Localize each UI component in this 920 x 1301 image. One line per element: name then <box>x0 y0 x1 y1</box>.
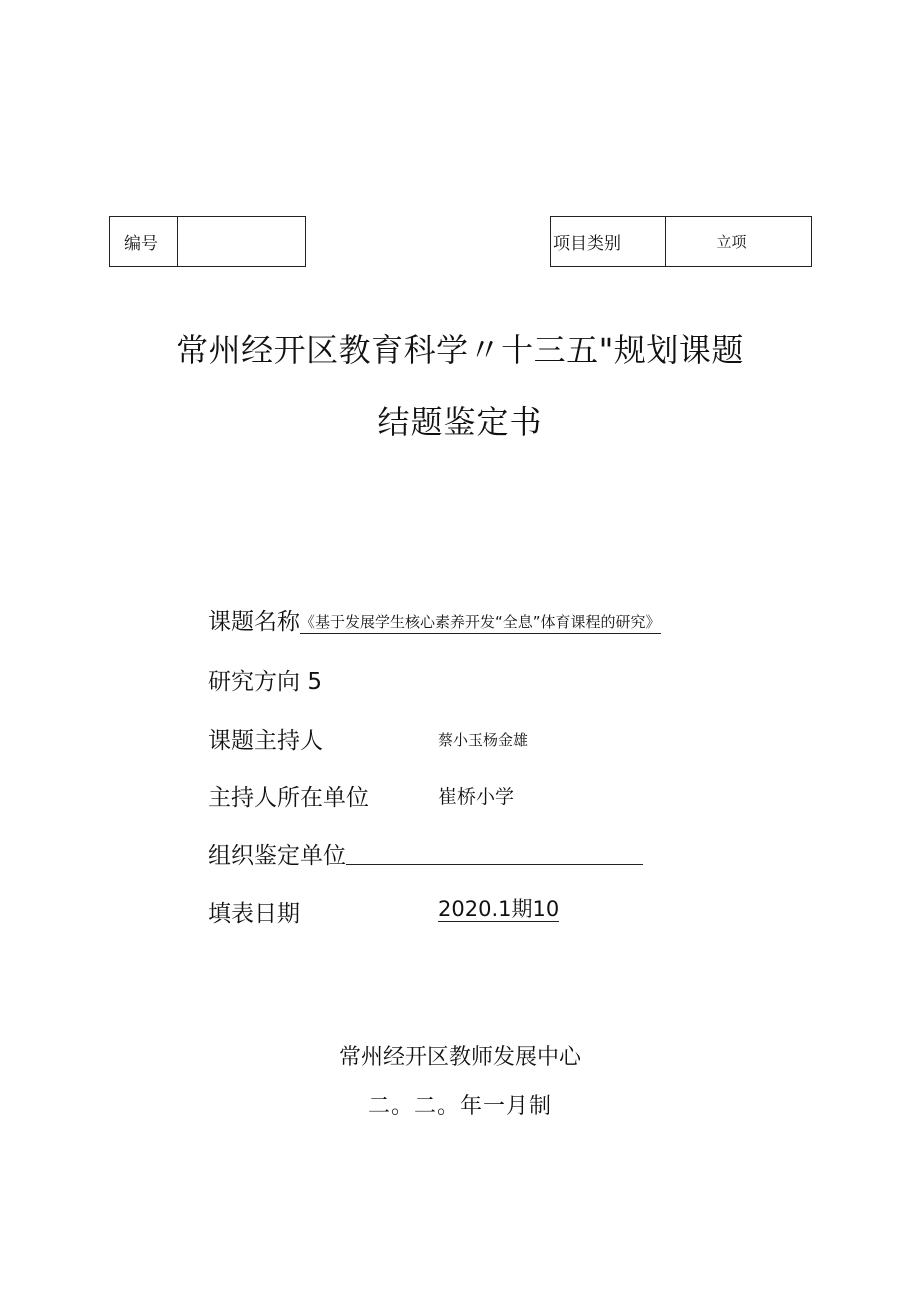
code-label: 编号 <box>110 217 178 266</box>
org-field <box>208 837 643 870</box>
topic-name-value: 《基于发展学生核心素养开发“全息”体育课程的研究》 <box>300 611 661 634</box>
code-value <box>178 217 305 266</box>
topic-name-label: 课题名称 <box>208 609 300 635</box>
org-value-line <box>346 842 643 865</box>
category-label: 项目类别 <box>551 217 666 266</box>
host-field <box>208 722 529 755</box>
org-label: 组织鉴定单位 <box>208 843 346 869</box>
host-value: 蔡小玉杨金雄 <box>438 731 529 749</box>
date-field <box>208 895 560 928</box>
host-label: 课题主持人 <box>208 728 323 754</box>
unit-value: 崔桥小学 <box>438 786 515 808</box>
date-value: 2020.1期10 <box>438 897 560 921</box>
code-box <box>109 216 306 267</box>
unit-field <box>208 779 515 812</box>
category-box <box>550 216 812 267</box>
unit-label: 主持人所在单位 <box>208 785 369 811</box>
issuer: 常州经开区教师发展中心 <box>338 1045 581 1070</box>
document-subtitle: 结题鉴定书 <box>377 403 543 441</box>
date-label: 填表日期 <box>208 901 300 927</box>
direction-field <box>208 663 322 696</box>
direction-value: 5 <box>307 669 322 695</box>
category-value: 立项 <box>716 233 747 251</box>
made-date: 二。二。年一月制 <box>367 1094 552 1119</box>
topic-name-field <box>208 603 661 636</box>
direction-label: 研究方向 <box>208 669 300 695</box>
document-title: 常州经开区教育科学〃十三五"规划课题 <box>176 331 744 369</box>
